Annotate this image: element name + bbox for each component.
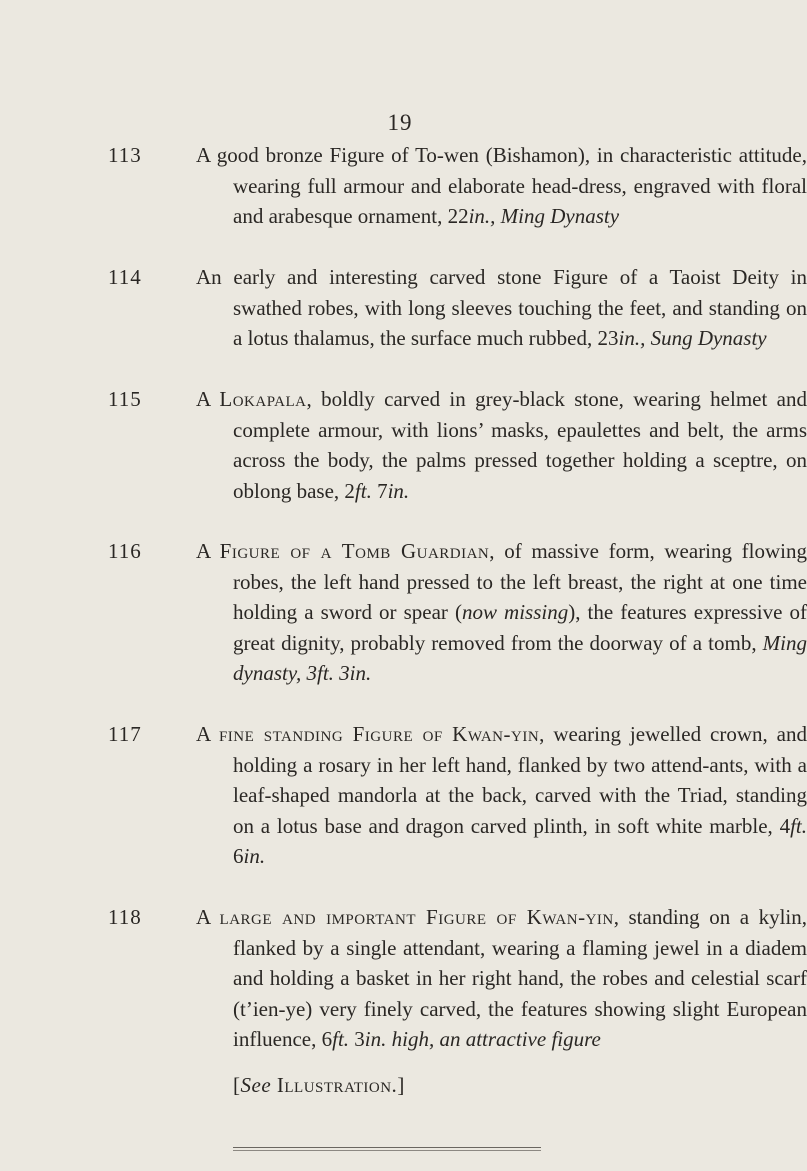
description-text-italic: in. <box>387 478 410 503</box>
lot-number: 117 <box>108 722 142 746</box>
description-text-italic: in. high, an attractive figure <box>364 1027 601 1051</box>
description-text-italic: Ming dynasty, 3ft. 3in. <box>233 630 807 685</box>
description-text-smallcaps: large and important Figure of Kwan-yin <box>219 905 614 929</box>
description-text: 3 <box>349 1027 365 1051</box>
see-word: See <box>240 1073 272 1097</box>
lot-description <box>196 536 807 689</box>
description-text-italic: ft. <box>354 478 372 503</box>
description-text: , standing on a kylin, flanked by a single attendant, wearing a flaming jewel in a diadem and holding a basket in her right hand, the robes and celestial scarf (t’ien-ye) very finely carved, the features showing slight European influence, 6 <box>233 905 807 1051</box>
lot-number: 115 <box>108 387 142 411</box>
lot-description <box>196 262 807 354</box>
illustration-label: Illustration. <box>276 1073 398 1097</box>
description-text: , boldly carved in grey-black stone, wearing helmet and complete armour, with lions’ masks, epaulettes and belt, the arms across the body, the palms pressed together holding a sceptre, on oblong base, 2 <box>233 387 807 503</box>
description-text: A good bronze Figure of To-wen (Bishamon), in characteristic attitude, wearing full armour and elaborate head-dress, engraved with floral and arabesque ornament, 22 <box>196 143 807 228</box>
description-text-italic: in., Ming Dynasty <box>468 204 620 228</box>
description-text: A <box>196 539 220 563</box>
lot-description <box>196 902 807 1055</box>
description-text: A <box>196 905 220 929</box>
description-text: An early and interesting carved stone Figure of a Taoist Deity in swathed robes, with long sleeves touching the feet, and standing on a lotus thalamus, the surface much rubbed, 23 <box>196 265 807 350</box>
description-text-smallcaps: Figure of a Tomb Guardian <box>219 539 490 563</box>
section-divider <box>233 1147 541 1151</box>
description-text: 7 <box>371 478 388 503</box>
lot-number: 116 <box>108 539 142 563</box>
lot-number: 114 <box>108 265 142 289</box>
description-text-italic: in. <box>243 844 266 868</box>
lot-description <box>196 140 807 232</box>
lot-number: 113 <box>108 143 142 167</box>
see-illustration-note <box>233 1073 405 1098</box>
description-text: A <box>196 722 219 746</box>
description-text: , wearing jewelled crown, and holding a rosary in her left hand, flanked by two attend-ants, with a leaf-shaped mandorla at the back, carved with the Triad, standing on a lotus base and dragon carved plinth, in soft white marble, 4 <box>233 722 807 838</box>
description-text: A <box>196 387 220 411</box>
description-text: , of massive form, wearing flowing robes, the left hand pressed to the left breast, the right at one time holding a sword or spear ( <box>233 539 807 624</box>
description-text-italic: now missing <box>461 600 569 624</box>
description-text-italic: ft. <box>332 1027 350 1051</box>
bracket-close: ] <box>397 1073 405 1097</box>
description-text-italic: ft. <box>790 813 807 838</box>
bracket-open: [ <box>233 1073 241 1097</box>
lot-description <box>196 719 807 872</box>
lot-number: 118 <box>108 905 142 929</box>
description-text-smallcaps: Lokapala <box>219 387 307 411</box>
lot-description <box>196 384 807 506</box>
description-text: ), the features expressive of great dignity, probably removed from the doorway of a tomb, <box>233 600 807 655</box>
page-number: 19 <box>387 110 413 135</box>
description-text-italic: in., Sung Dynasty <box>618 326 767 350</box>
description-text-smallcaps: fine standing Figure of Kwan-yin <box>218 722 540 746</box>
description-text: 6 <box>233 844 244 868</box>
